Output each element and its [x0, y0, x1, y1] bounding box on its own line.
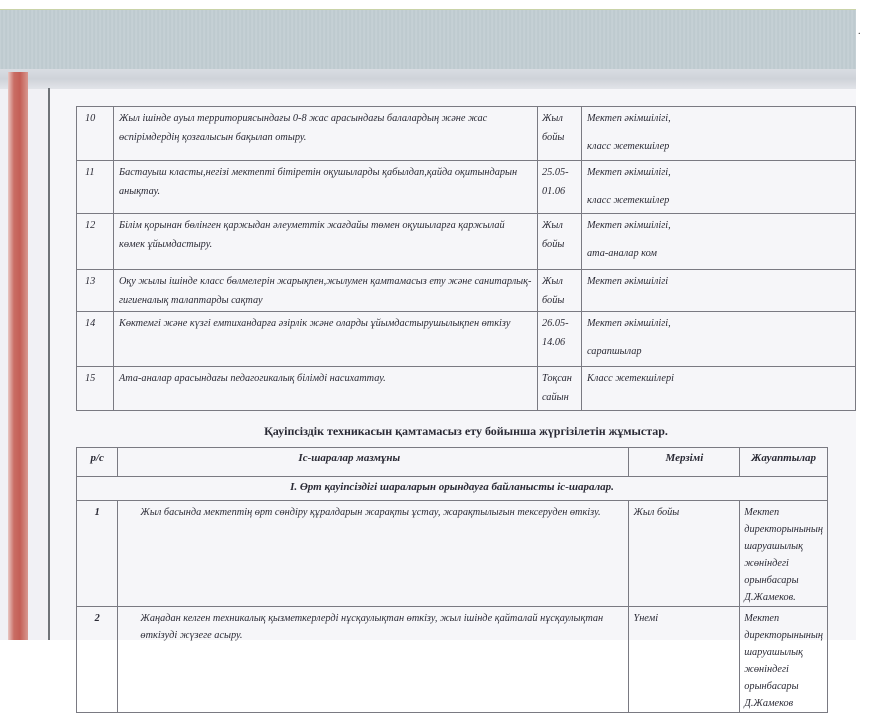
table-row: [77, 501, 828, 607]
row-number: 12: [77, 214, 114, 270]
plastic-sleeve-top: [0, 9, 856, 70]
responsible-line-1: Мектеп әкімшілігі: [587, 276, 669, 287]
subheading: І. Өрт қауіпсіздігі шараларын орындауға байланысты іс-шаралар.: [77, 477, 828, 501]
row-number: 2: [77, 607, 118, 713]
row-responsible: Мектеп директорынының шаруашылық жөніндегі орынбасары Д.Жамеков: [740, 607, 828, 713]
activities-table-continued: [76, 106, 856, 411]
responsible-line-1: Класс жетекшілері: [587, 373, 674, 384]
row-term: Жыл бойы: [538, 107, 582, 161]
header-responsible: Жауаптылар: [740, 448, 828, 477]
row-responsible: [582, 161, 856, 214]
row-term: 25.05-01.06: [538, 161, 582, 214]
margin-mark: .: [858, 26, 861, 37]
row-number: 15: [77, 367, 114, 411]
safety-measures-table: [76, 447, 828, 713]
responsible-line-2: ата-аналар ком: [587, 248, 657, 259]
responsible-line-2: класс жетекшілер: [587, 195, 670, 206]
red-folder-edge: [8, 72, 28, 640]
row-activity: Көктемгі және күзгі емтихандарға әзірлік және оларды ұйымдастырушылықпен өткізу: [114, 312, 538, 367]
header-term: Мерзімі: [629, 448, 740, 477]
row-term: Тоқсан сайын: [538, 367, 582, 411]
table-subheading-row: [77, 477, 828, 501]
row-term: Жыл бойы: [538, 214, 582, 270]
row-activity: Білім қорынан бөлінген қаржыдан әлеуметтік жағдайы төмен оқушыларға қаржылай көмек ұйымдастыру.: [114, 214, 538, 270]
responsible-line-2: класс жетекшілер: [587, 141, 670, 152]
row-activity: Бастауыш класты,негізі мектепті бітіретін оқушыларды қабылдап,қайда оқитындарын анықтау.: [114, 161, 538, 214]
plastic-sleeve-band: [0, 69, 856, 89]
row-responsible: Мектеп директорынының шаруашылық жөніндегі орынбасары Д.Жамеков.: [740, 501, 828, 607]
row-activity: Оқу жылы ішінде класс бөлмелерін жарықпен,жылумен қамтамасыз ету және санитарлық- гигиеналық талаптарды сақтау: [114, 270, 538, 312]
row-activity: Ата-аналар арасындағы педагогикалық білімді насихаттау.: [114, 367, 538, 411]
header-number: р/с: [77, 448, 118, 477]
row-number: 13: [77, 270, 114, 312]
row-number: 11: [77, 161, 114, 214]
row-number: 10: [77, 107, 114, 161]
responsible-line-1: Мектеп әкімшілігі,: [587, 318, 671, 329]
header-activity: Іс-шаралар мазмұны: [118, 448, 629, 477]
responsible-line-2: сарапшылар: [587, 346, 642, 357]
row-responsible: [582, 214, 856, 270]
paper-left-edge: [48, 88, 50, 640]
table-row: [77, 312, 856, 367]
section-title: Қауіпсіздік техникасын қамтамасыз ету бойынша жүргізілетін жұмыстар.: [264, 424, 668, 438]
table-row: [77, 270, 856, 312]
table-row: [77, 607, 828, 713]
row-activity: Жыл ішінде ауыл территориясындағы 0-8 жас арасындағы балалардың және жас өспірімдердің қозғалысын бақылап отыру.: [114, 107, 538, 161]
responsible-line-1: Мектеп әкімшілігі,: [587, 167, 671, 178]
row-term: Үнемі: [629, 607, 740, 713]
table-header-row: [77, 448, 828, 477]
table-row: [77, 214, 856, 270]
responsible-line-1: Мектеп әкімшілігі,: [587, 113, 671, 124]
row-number: 1: [77, 501, 118, 607]
row-responsible: [582, 107, 856, 161]
row-number: 14: [77, 312, 114, 367]
row-responsible: [582, 367, 856, 411]
responsible-line-1: Мектеп әкімшілігі,: [587, 220, 671, 231]
row-responsible: [582, 270, 856, 312]
row-term: Жыл бойы: [629, 501, 740, 607]
table-row: [77, 367, 856, 411]
table-row: [77, 107, 856, 161]
row-activity: Жаңадан келген техникалық қызметкерлерді нұсқаулықтан өткізу, жыл ішінде қайталай нұсқаулықтан өткізуді жүзеге асыру.: [118, 607, 629, 713]
row-responsible: [582, 312, 856, 367]
right-margin: [856, 9, 876, 640]
row-term: 26.05-14.06: [538, 312, 582, 367]
row-activity: Жыл басында мектептің өрт сөндіру құралдарын жарақты ұстау, жарақтылығын тексеруден өткізу.: [118, 501, 629, 607]
top-background-strip: [0, 0, 876, 9]
table-row: [77, 161, 856, 214]
row-term: Жыл бойы: [538, 270, 582, 312]
